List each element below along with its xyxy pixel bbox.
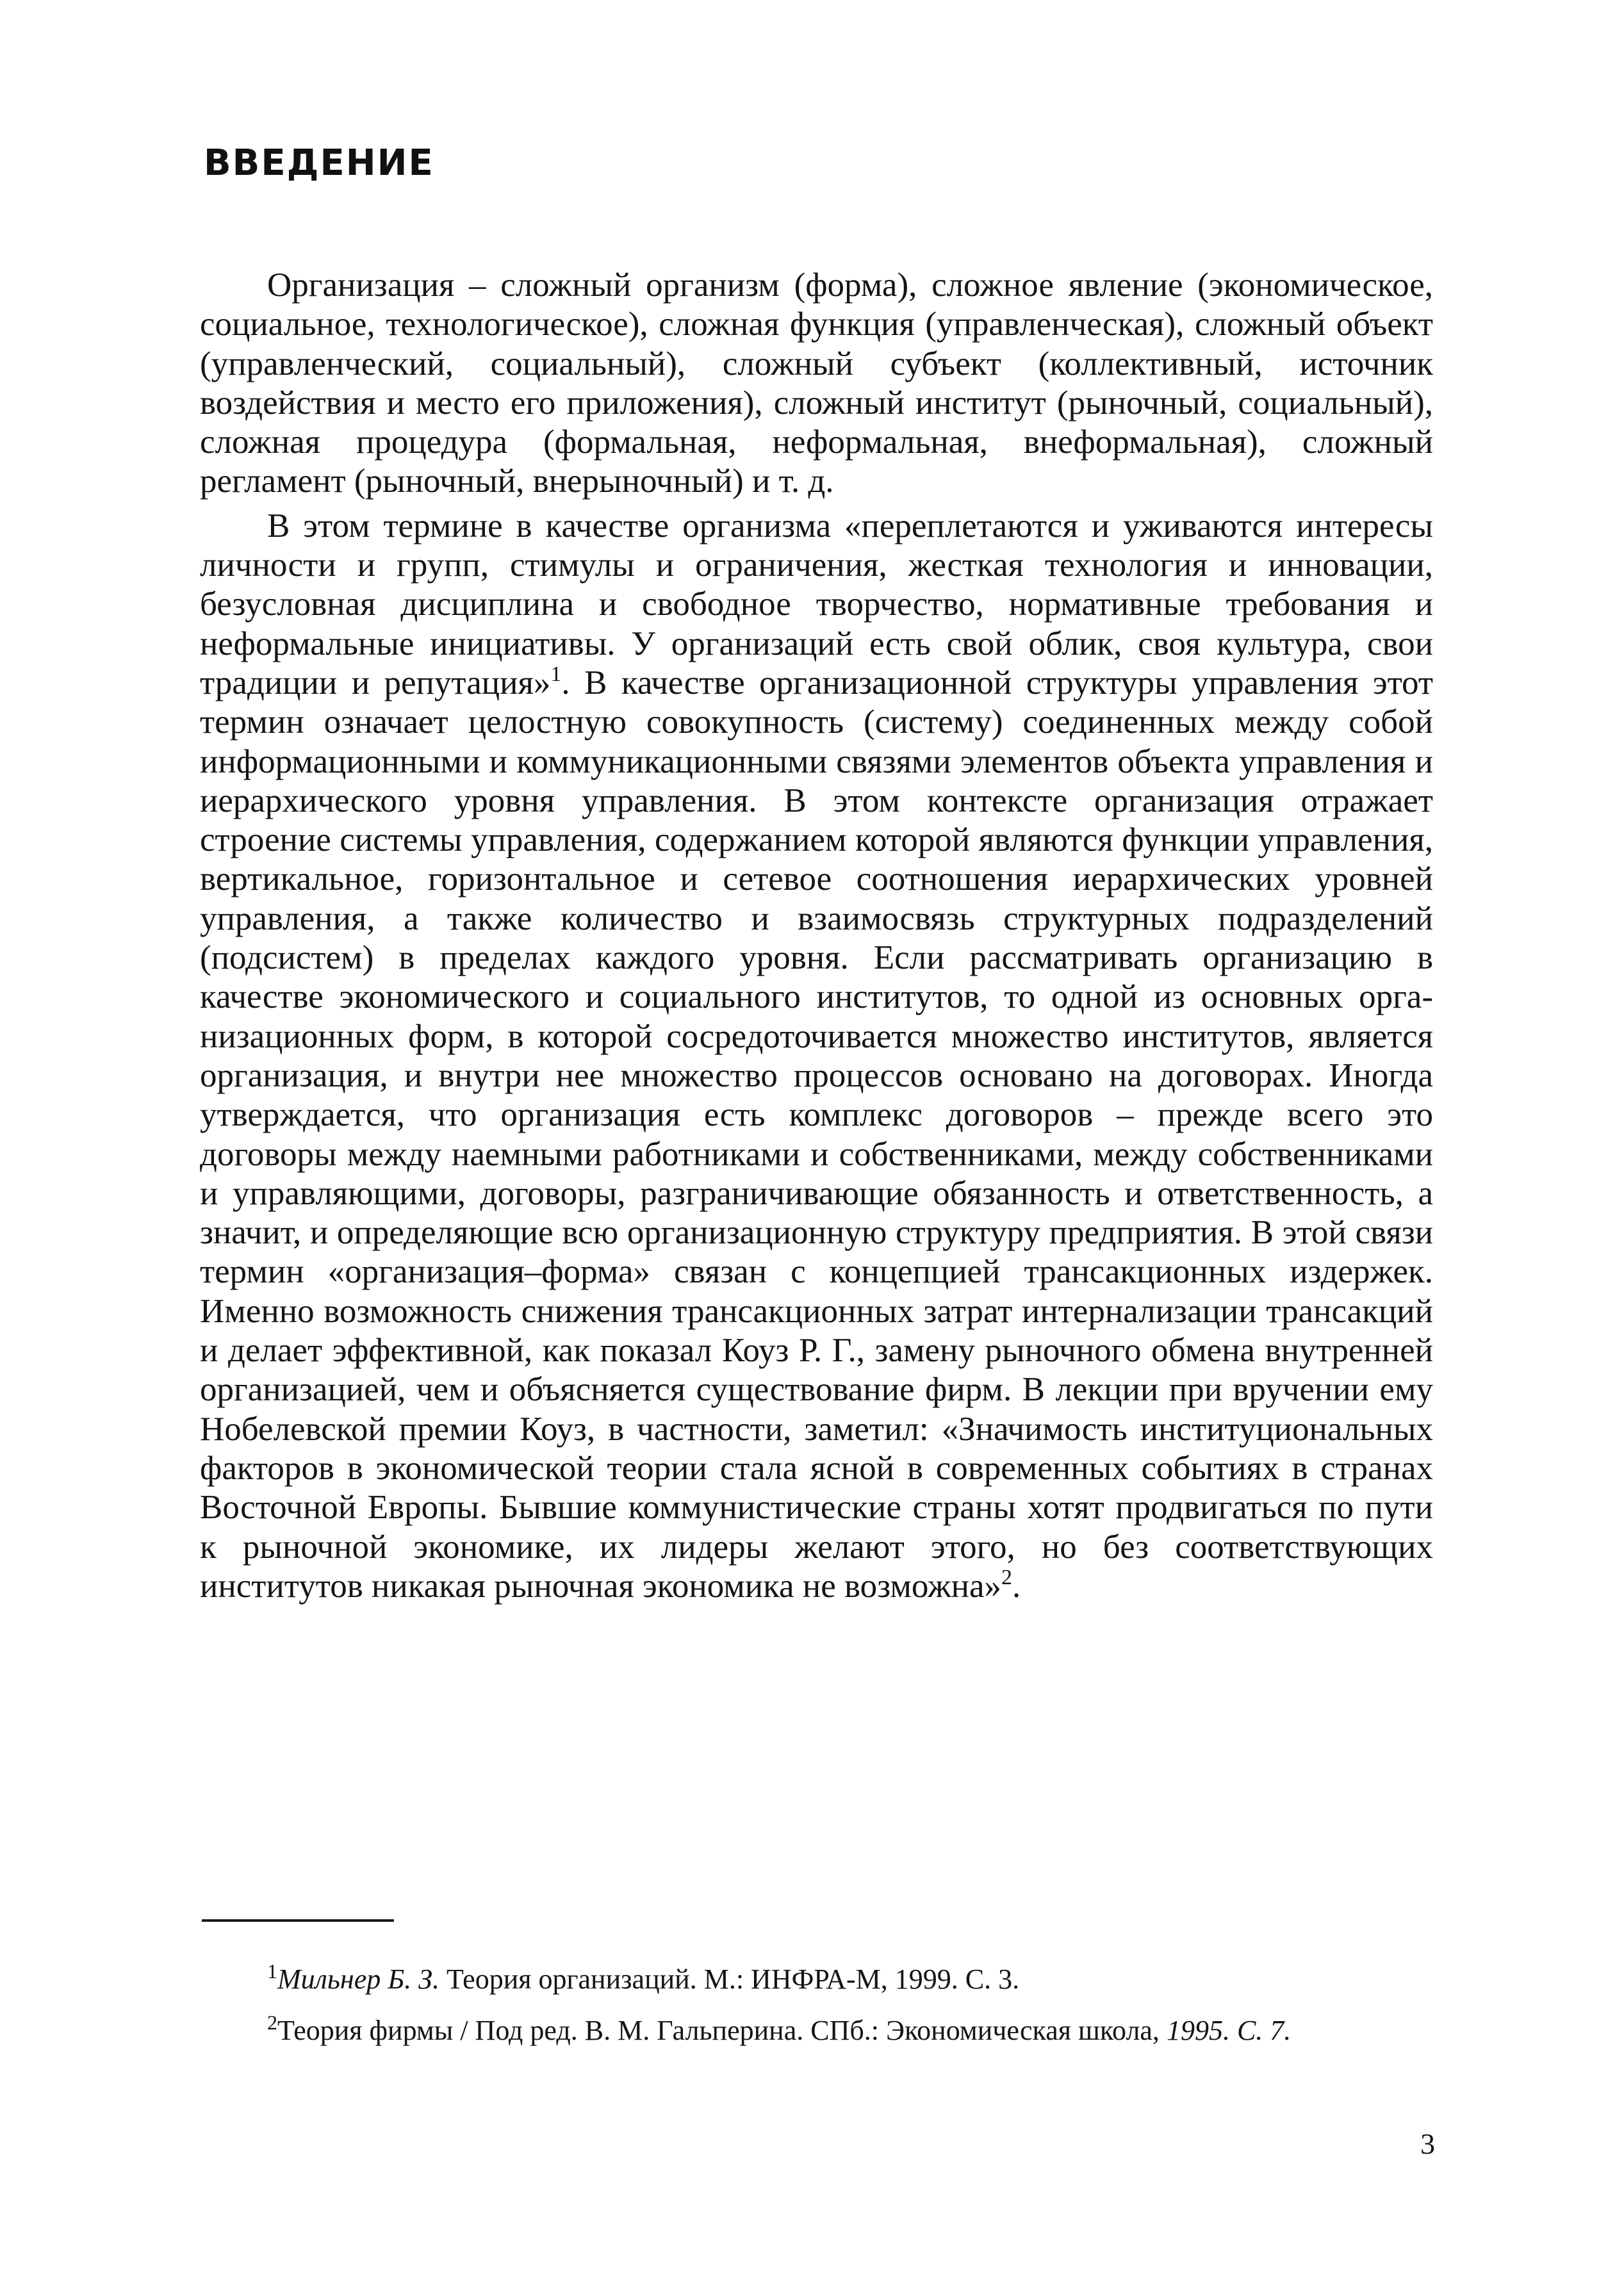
- paragraph-1: [200, 266, 1433, 502]
- chapter-heading: ВВЕДЕНИЕ: [204, 142, 434, 184]
- paragraph-1-text: Организация – сложный организм (форма), сложное явление (экономическое, социальное, технологическое), сложная функция (управленческая), сложный объект (управленческий, социальный), сложный субъект (коллективный, источник воздействия и место его приложения), сложный институт (рыночный, социальный), сложная процедура (формальная, неформальная, внеформальная), сложный регламент (рыночный, внерыночный) и т. д.: [200, 266, 1433, 500]
- footnote-1: [200, 1960, 1433, 1999]
- footnote-2-marker: 2: [267, 2011, 277, 2034]
- footnote-2-tail: 1995. С. 7.: [1166, 2015, 1292, 2046]
- page-number: 3: [1420, 2127, 1435, 2160]
- paragraph-2-text-a: В этом термине в качестве организма «переплетаются и уживаются интересы личности и групп, стимулы и ограничения, жесткая технология и инновации, безусловная дисциплина и свободное творчество, нормативные требования и неформальные инициативы. У организаций есть свой облик, своя культура, свои традиции и репутация»: [200, 507, 1433, 701]
- footnote-divider: [202, 1919, 394, 1922]
- footnotes: [200, 1960, 1433, 2063]
- body-text: [200, 266, 1433, 1606]
- footnote-1-author: Мильнер Б. З.: [277, 1963, 439, 1995]
- footnote-1-marker: 1: [267, 1960, 277, 1983]
- footnote-2: [200, 2011, 1433, 2050]
- paragraph-2-text-b: . В качестве организационной структуры управления этот термин означает целостную совокупность (систему) соединенных между собой информационными и коммуникационными связями элементов объекта управления и иерархического уровня управления. В этом контексте организация отражает строение системы управления, содержанием которой являются функции управления, вертикальное, горизонтальное и сетевое соотношения иерархических уровней управления, а также количество и взаимосвязь структурных подразделений (подсистем) в пределах каждого уровня. Если рассматривать организацию в качестве экономического и социального институтов, то одной из основных организационных форм, в которой сосредоточивается множество институтов, является организация, и внутри нее множество процессов основано на договорах. Иногда утверждается, что организация есть комплекс договоров – прежде всего это договоры между наемными работниками и собственниками, между собственниками и управляющими, договоры, разграничивающие обязанность и ответственность, а значит, и определяющие всю организационную структуру предприятия. В этой связи термин «организация–форма» связан с концепцией трансакционных издержек. Именно возможность снижения трансакционных затрат интернализации трансакций и делает эффективной, как показал Коуз Р. Г., замену рыночного обмена внутренней организацией, чем и объясняется существование фирм. В лекции при вручении ему Нобелевской премии Коуз, в частности, заметил: «Значимость институциональных факторов в экономической теории стала ясной в современных событиях в странах Восточной Европы. Бывшие коммунистические страны хотят продвигаться по пути к рыночной экономике, их лидеры желают этого, но без соответствующих институтов никакая рыночная экономика не возможна»: [200, 664, 1433, 1605]
- footnote-ref-1: 1: [550, 662, 562, 686]
- footnote-2-text: Теория фирмы / Под ред. В. М. Гальперина. СПб.: Экономическая школа,: [277, 2015, 1167, 2046]
- footnote-1-text: Теория организаций. М.: ИНФРА-М, 1999. С. 3.: [439, 1963, 1020, 1995]
- paragraph-2-text-c: .: [1012, 1567, 1021, 1605]
- footnote-ref-2: 2: [1001, 1565, 1013, 1589]
- paragraph-2: [200, 507, 1433, 1606]
